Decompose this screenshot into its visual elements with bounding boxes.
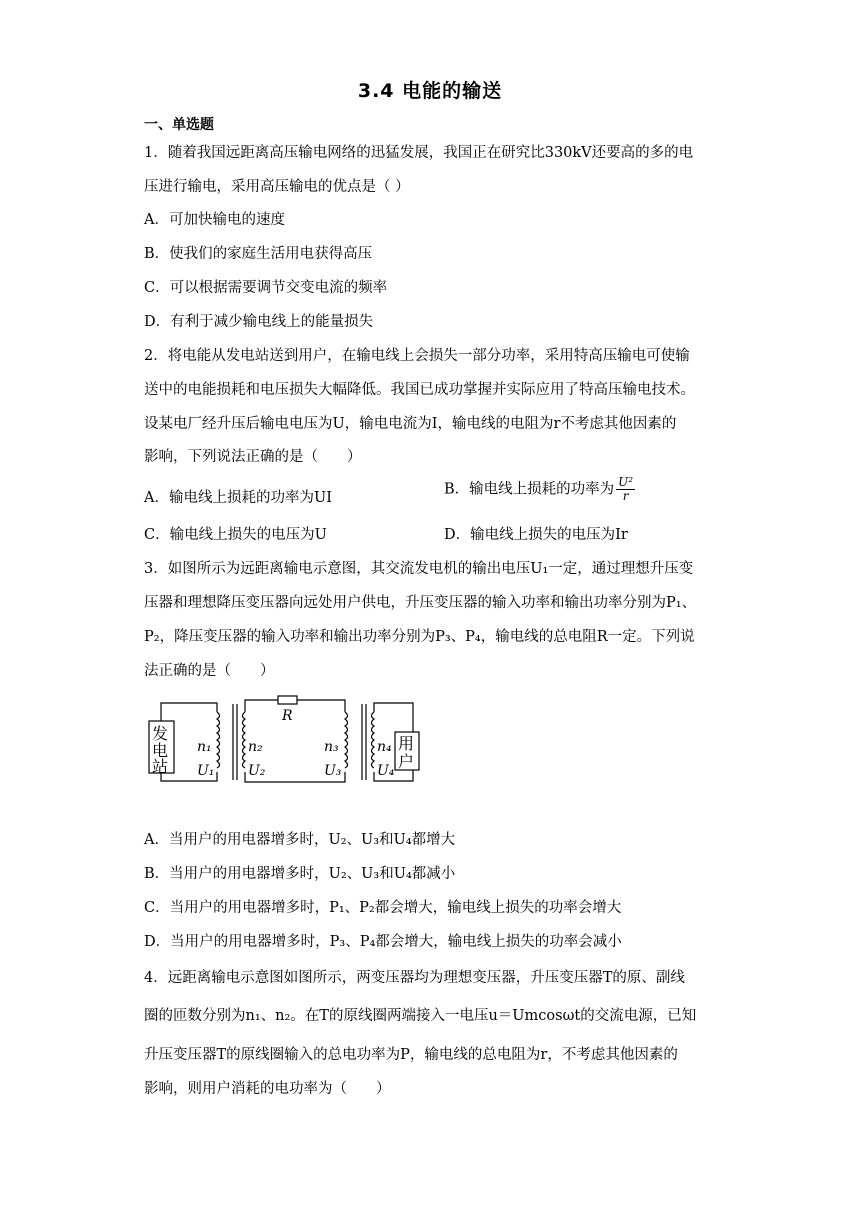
q2-stem-line3: 设某电厂经升压后输电电压为U，输电电流为I，输电线的电阻为r不考虑其他因素的 [144, 416, 677, 432]
generator-label-3: 站 [152, 757, 169, 776]
q2-stem-line4: 影响，下列说法正确的是（ ） [144, 449, 362, 465]
q4-stem-line2: 圈的匝数分别为n₁、n₂。在T的原线圈两端接入一电压u＝Umcosωt的交流电源，已知 [144, 1008, 697, 1024]
q2-option-a: A．输电线上损耗的功率为UI [144, 490, 332, 506]
n1-label: n₁ [197, 739, 212, 755]
u2-label: U₂ [248, 763, 266, 779]
q2-option-d: D．输电线上损失的电压为Ir [444, 527, 628, 543]
q1-option-d: D．有利于减少输电线上的能量损失 [144, 314, 374, 330]
q3-stem-line1: 3．如图所示为远距离输电示意图，其交流发电机的输出电压U₁一定，通过理想升压变 [144, 561, 694, 577]
resistor-R [278, 696, 297, 704]
u4-label: U₄ [377, 763, 395, 779]
n3-label: n₃ [324, 739, 339, 755]
q4-stem-line4: 影响，则用户消耗的电功率为（ ） [144, 1081, 391, 1097]
generator-label-2: 电 [152, 741, 169, 760]
q1-option-c: C．可以根据需要调节交变电流的频率 [144, 280, 388, 296]
u1-label: U₁ [197, 763, 215, 779]
coil-n3 [345, 712, 348, 768]
q1-option-a: A．可加快输电的速度 [144, 212, 285, 228]
q4-stem-line3: 升压变压器T的原线圈输入的总电功率为P，输电线的总电阻为r，不考虑其他因素的 [144, 1047, 678, 1063]
q2-stem-line2: 送中的电能损耗和电压损失大幅降低。我国已成功掌握并实际应用了特高压输电技术。 [144, 382, 695, 398]
q3-option-a: A．当用户的用电器增多时，U₂、U₃和U₄都增大 [144, 832, 456, 848]
coil-n1 [217, 712, 220, 768]
fraction-numerator: U² [618, 475, 634, 489]
transmission-circuit-diagram [148, 694, 420, 788]
n4-label: n₄ [377, 739, 392, 755]
fraction-denominator: r [622, 489, 629, 503]
n2-label: n₂ [248, 739, 263, 755]
q2-stem-line1: 2．将电能从发电站送到用户，在输电线上会损失一部分功率，采用特高压输电可使输 [144, 348, 690, 364]
section-heading: 一、单选题 [144, 117, 214, 133]
coil-n4 [372, 712, 375, 768]
q3-option-b: B．当用户的用电器增多时，U₂、U₃和U₄都减小 [144, 866, 456, 882]
q1-stem-line2: 压进行输电，采用高压输电的优点是（ ） [144, 179, 410, 195]
resistor-label: R [282, 708, 293, 724]
q3-option-c: C．当用户的用电器增多时，P₁、P₂都会增大，输电线上损失的功率会增大 [144, 900, 622, 916]
q3-stem-line2: 压器和理想降压变压器向远处用户供电，升压变压器的输入功率和输出功率分别为P₁、 [144, 595, 697, 611]
q3-stem-line4: 法正确的是（ ） [144, 663, 275, 679]
u3-label: U₃ [324, 763, 342, 779]
q3-stem-line3: P₂，降压变压器的输入功率和输出功率分别为P₃、P₄，输电线的总电阻R一定。下列说 [144, 629, 695, 645]
q1-option-b: B．使我们的家庭生活用电获得高压 [144, 246, 373, 262]
q4-stem-line1: 4．远距离输电示意图如图所示，两变压器均为理想变压器，升压变压器T的原、副线 [144, 970, 685, 986]
q2-option-b [444, 476, 635, 503]
q2-option-c: C．输电线上损失的电压为U [144, 527, 327, 543]
user-label-1: 用 [398, 734, 415, 753]
q2-option-b-fraction [616, 476, 635, 503]
user-label-2: 户 [398, 752, 415, 771]
generator-label-1: 发 [152, 724, 169, 743]
q1-stem-line1: 1．随着我国远距离高压输电网络的迅猛发展，我国正在研究比330kV还要高的多的电 [144, 145, 694, 161]
page-title: 3.4 电能的输送 [357, 80, 503, 102]
coil-n2 [243, 712, 246, 768]
q2-option-b-text: B．输电线上损耗的功率为 [444, 481, 615, 498]
q3-option-d: D．当用户的用电器增多时，P₃、P₄都会增大，输电线上损失的功率会减小 [144, 934, 622, 950]
